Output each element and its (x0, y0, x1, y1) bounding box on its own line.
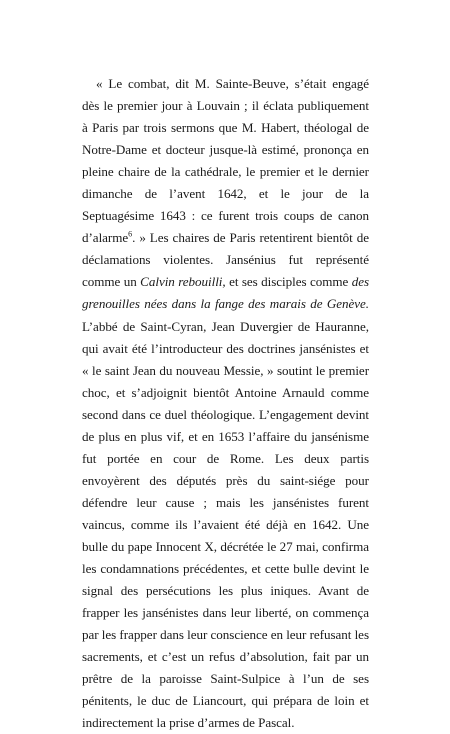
paragraph-text-part1: « Le combat, dit M. Sainte-Beuve, s’était engagé dès le premier jour à Louvain ; il éclata publiquement à Paris par trois sermons que M. Habert, théologal de Notre-Dame et docteur jusque-là estimé, prononça en pleine chaire de la cathédrale, le premier et le dernier dimanche de l’avent 1642, et le jour de la Septuagésime 1643 : ce furent trois coups de canon d’alarme (82, 76, 369, 246)
paragraph-text-part3: et ses disciples comme (225, 274, 352, 290)
italic-phrase-grenouilles: des grenouilles nées dans la fange des marais de Genève. (82, 274, 370, 312)
paragraph-text-part2: . » Les chaires de Paris retentirent bientôt de déclamations violentes. Jansénius fut représenté comme un (82, 230, 369, 290)
footnote-reference: 6 (128, 229, 133, 239)
italic-phrase-calvin: Calvin rebouilli, (140, 274, 226, 290)
paragraph-text-part4: L’abbé de Saint-Cyran, Jean Duvergier de Hauranne, qui avait été l’introducteur des doctrines jansénistes et « le saint Jean du nouveau Messie, » soutint le premier choc, et s’adjoignit bientôt Antoine Arnauld comme second dans ce duel théologique. L’engagement devint de plus en plus vif, et en 1653 l’affaire du jansénisme fut portée en cour de Rome. Les deux partis envoyèrent des députés près du saint-siége pour défendre leur cause ; mais les jansénistes furent vaincus, comme ils l’avaient été déjà en 1642. Une bulle du pape Innocent X, décrétée le 27 mai, confirma les condamnations précédentes, et cette bulle devint le signal des persécutions les plus iniques. Avant de frapper les jansénistes dans leur liberté, on commença par les frapper dans leur conscience en leur refusant les sacrements, et c’est un refus d’absolution, fait par un prêtre de la paroisse Saint-Sulpice à l’un de ses pénitents, le duc de Liancourt, qui prépara de loin et indirectement la prise d’armes de Pascal. (82, 318, 369, 731)
body-text (82, 73, 369, 734)
paragraph (82, 73, 369, 734)
